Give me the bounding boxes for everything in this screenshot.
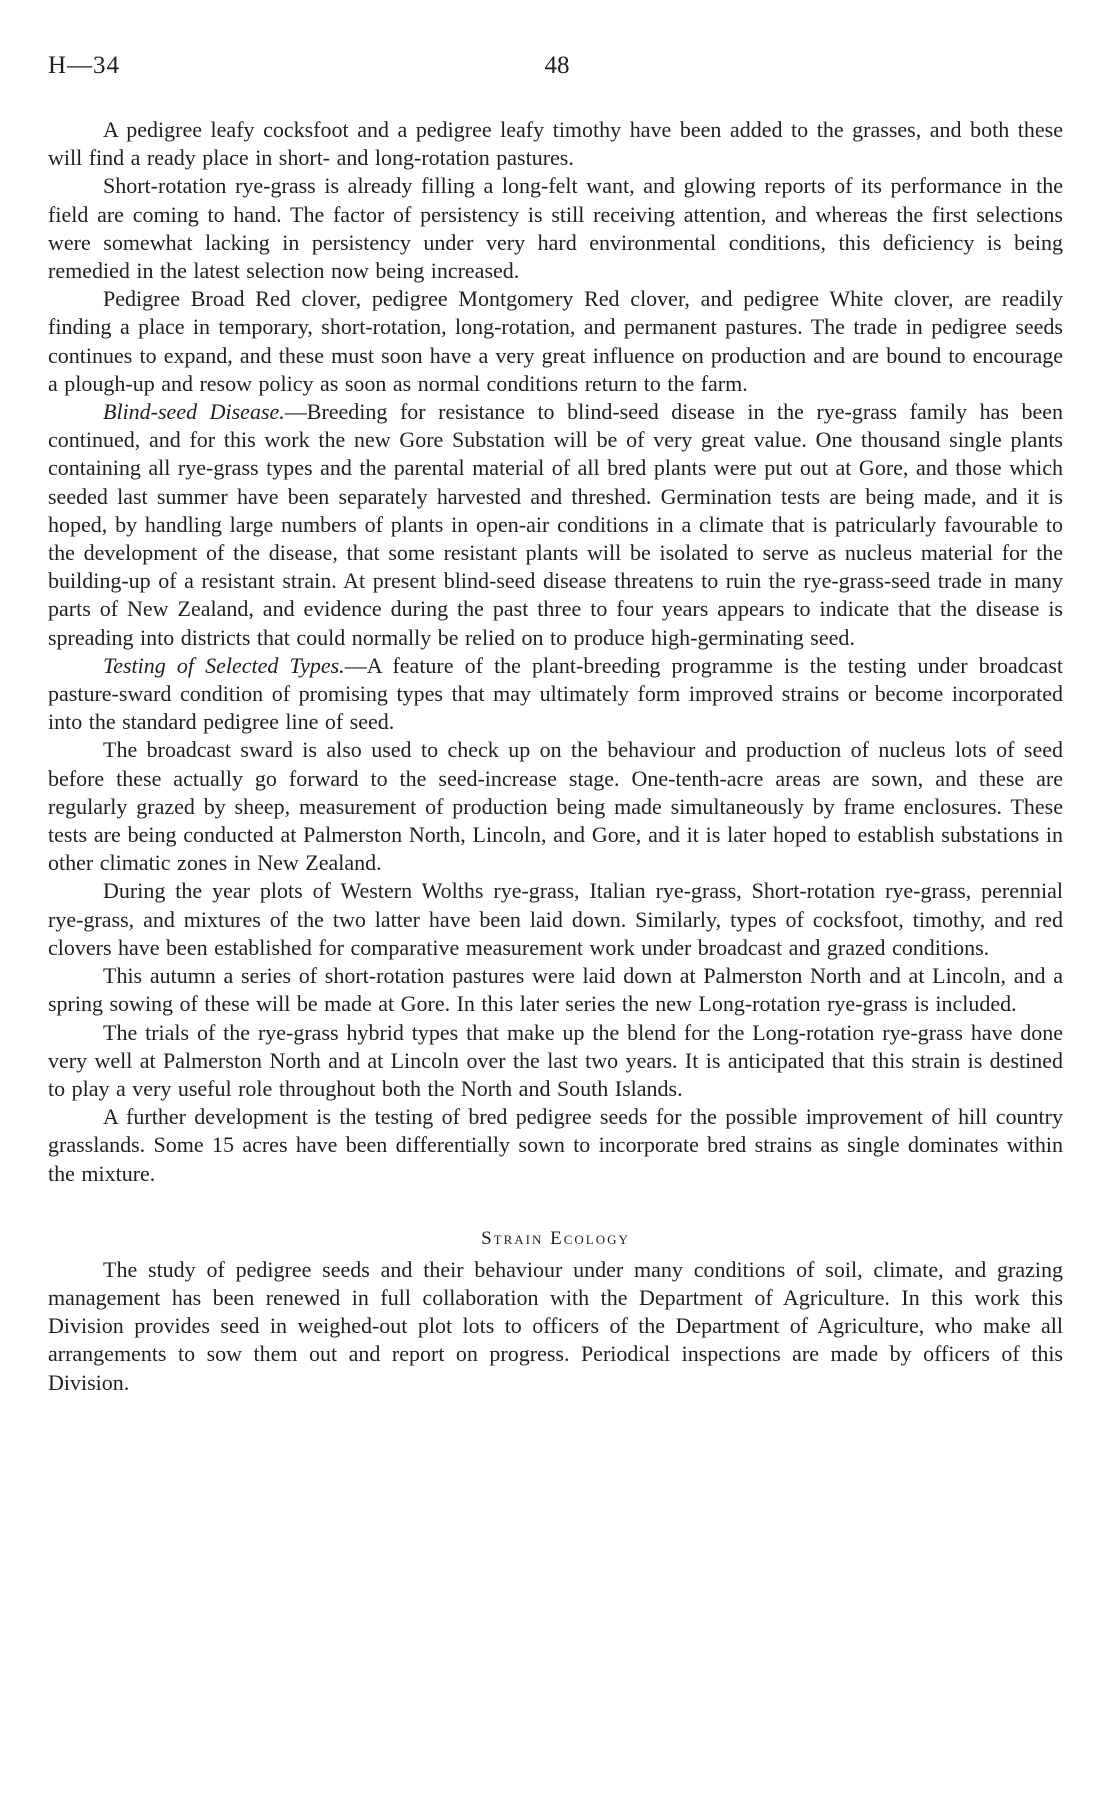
page-header xyxy=(48,52,1066,92)
paragraph-text: The study of pedigree seeds and their behaviour under many conditions of soil, climate, and grazing management has been renewed in full collaboration with the Department of Agriculture. In this work this Division provides seed in weighed-out plot lots to officers of the Department of Agriculture, who make all arrangements to sow them out and report on progress. Periodical inspections are made by officers of this Division. xyxy=(48,1256,1063,1395)
paragraph-text: Pedigree Broad Red clover, pedigree Montgomery Red clover, and pedigree White clover, are readily finding a place in temporary, short-rotation, long-rotation, and permanent pastures. The trade in pedigree seeds continues to expand, and these must soon have a very great influence on production and are bound to encourage a plough-up and resow policy as soon as normal conditions return to the farm. xyxy=(48,286,1063,396)
paragraph-text: A further development is the testing of bred pedigree seeds for the possible improvement of hill country grasslands. Some 15 acres have been differentially sown to incorporate bred strains as single dominates within the mixture. xyxy=(48,1104,1063,1186)
paragraph-text: This autumn a series of short-rotation pastures were laid down at Palmerston North and at Lincoln, and a spring sowing of these will be made at Gore. In this later series the new Long-rotation rye-grass is included. xyxy=(48,963,1063,1017)
paragraph-text: The broadcast sward is also used to check up on the behaviour and production of nucleus lots of seed before these actually go forward to the seed-increase stage. One-tenth-acre areas are sown, and these are regularly grazed by sheep, measurement of production being made simultaneously by frame enclosures. These tests are being conducted at Palmerston North, Lincoln, and Gore, and it is later hoped to establish substations in other climatic zones in New Zealand. xyxy=(48,737,1063,876)
paragraph-text: —A feature of the plant-breeding programme is the testing under broadcast pasture-sward condition of promising types that may ultimately form improved strains or become incorporated into the standard pedigree line of seed. xyxy=(48,652,1063,735)
paragraph-testing-selected-types xyxy=(48,652,1063,737)
paragraph-text: A pedigree leafy cocksfoot and a pedigree leafy timothy have been added to the grasses, and both these will find a ready place in short- and long-rotation pastures. xyxy=(48,117,1063,171)
paragraph-text: —Breeding for resistance to blind-seed disease in the rye-grass family has been continued, and for this work the new Gore Substation will be of very great value. One thousand single plants containing all rye-grass types and the parental material of all bred plants were put out at Gore, and those which seeded last summer have been separately harvested and threshed. Germination tests are being made, and it is hoped, by handling large numbers of plants in open-air conditions in a climate that is patricularly favourable to the development of the disease, that some resistant plants will be isolated to serve as nucleus material for the building-up of a resistant strain. At present blind-seed disease threatens to ruin the rye-grass-seed trade in many parts of New Zealand, and evidence during the past three to four years appears to indicate that the disease is spreading into districts that could normally be relied on to produce high-germinating seed. xyxy=(48,399,1063,650)
paragraph-short-rotation xyxy=(48,172,1063,285)
paragraph-text: Short-rotation rye-grass is already filling a long-felt want, and glowing reports of its performance in the field are coming to hand. The factor of persistency is still receiving attention, and whereas the first selections were somewhat lacking in persistency under very hard environmental conditions, this deficiency is being remedied in the latest selection now being increased. xyxy=(48,173,1063,284)
paragraph-text: During the year plots of Western Wolths rye-grass, Italian rye-grass, Short-rotation rye-grass, perennial rye-grass, and mixtures of the two latter have been laid down. Similarly, types of cocksfoot, timothy, and red clovers have been established for comparative measurement work under broadcast and grazed conditions. xyxy=(48,878,1063,960)
paragraph-blind-seed-disease xyxy=(48,398,1063,652)
paragraph-hybrid-trials xyxy=(48,1019,1063,1104)
paragraph-plots-during-year xyxy=(48,877,1063,962)
paragraph-clovers xyxy=(48,285,1063,398)
paragraph-lead: Blind-seed Disease. xyxy=(103,399,285,425)
paragraph-lead: Testing of Selected Types. xyxy=(103,652,345,678)
paragraph-broadcast-sward xyxy=(48,736,1063,877)
paragraph-text: The trials of the rye-grass hybrid types that make up the blend for the Long-rotation rye-grass have done very well at Palmerston North and at Lincoln over the last two years. It is anticipated that this strain is destined to play a very useful role throughout both the North and South Islands. xyxy=(48,1019,1063,1101)
section-heading xyxy=(48,1228,1063,1250)
paragraph-autumn-series xyxy=(48,962,1063,1018)
paragraph-cocksfoot-timothy xyxy=(48,116,1063,172)
paragraph-strain-ecology xyxy=(48,1256,1063,1397)
section-heading-text: Strain Ecology xyxy=(481,1227,630,1249)
paragraph-hill-country xyxy=(48,1103,1063,1188)
document-body xyxy=(48,116,1063,1397)
document-reference: H—34 xyxy=(48,52,121,79)
page-number: 48 xyxy=(544,52,570,79)
